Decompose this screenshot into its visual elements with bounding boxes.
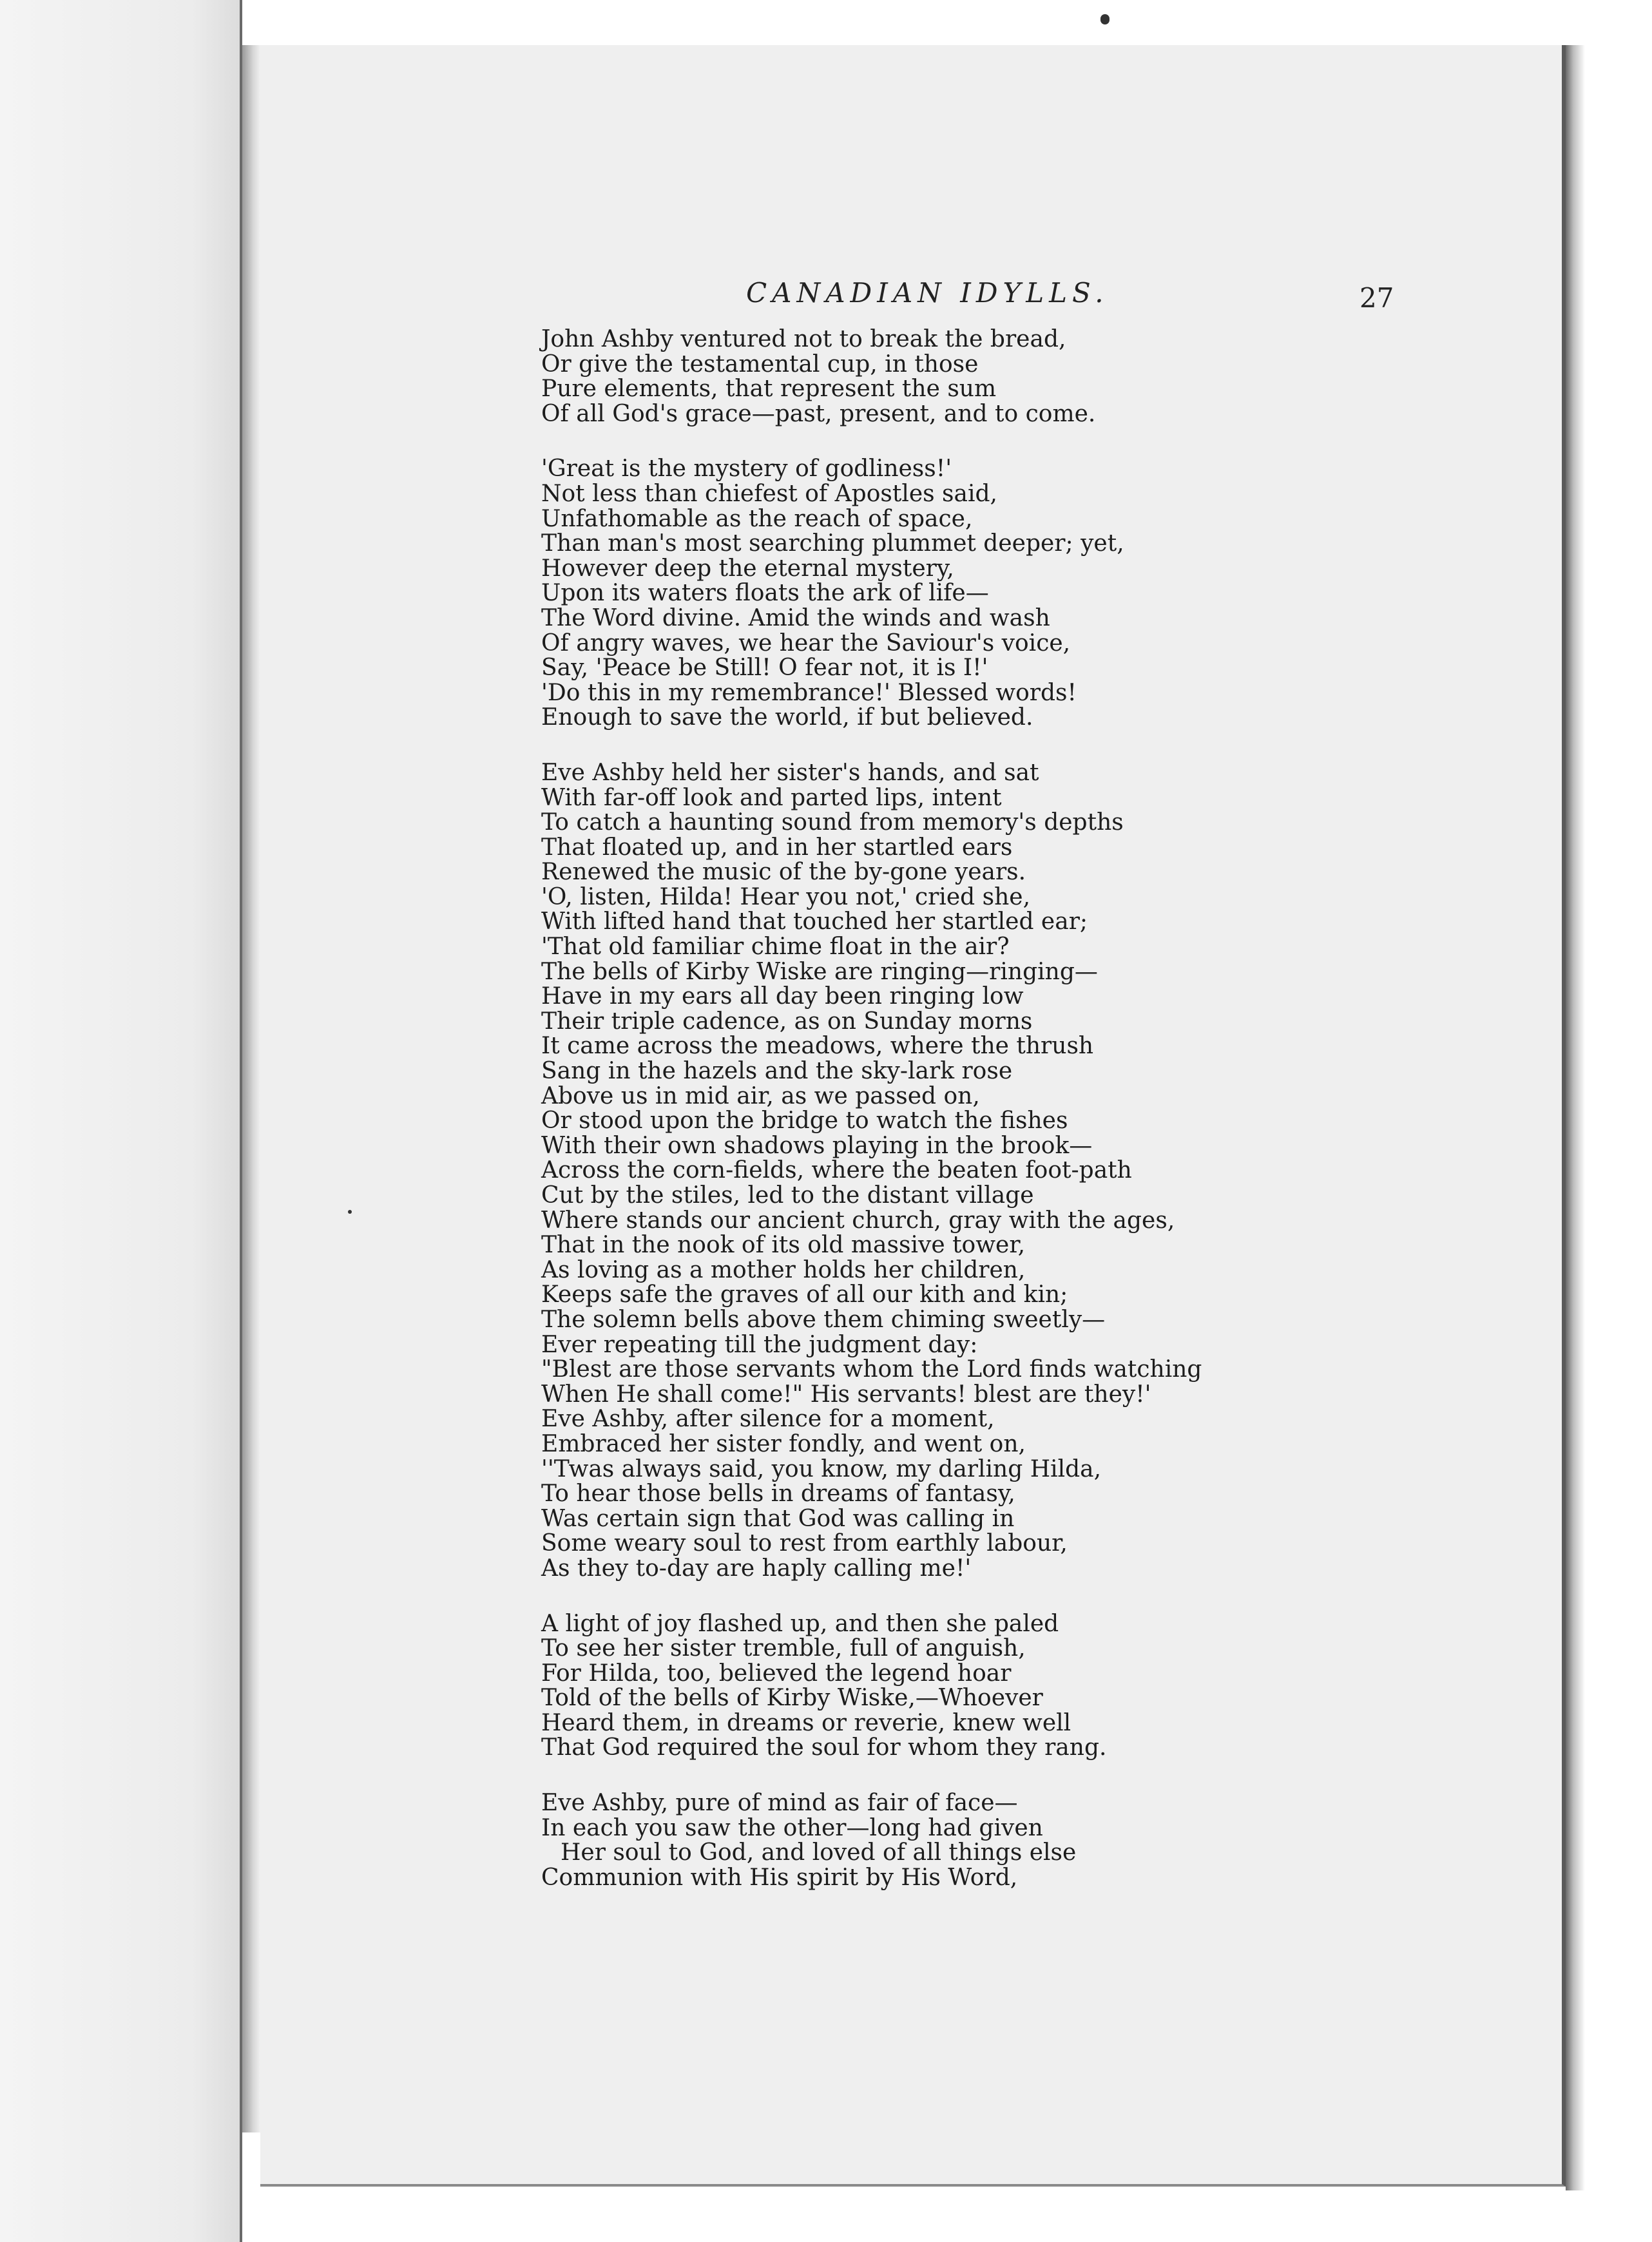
poem-line: That in the nook of its old massive tower, bbox=[541, 1232, 1026, 1259]
poem-line: That floated up, and in her startled ears bbox=[541, 834, 1013, 861]
poem-line: Where stands our ancient church, gray with the ages, bbox=[541, 1207, 1175, 1234]
poem-line: With their own shadows playing in the brook— bbox=[541, 1132, 1093, 1159]
poem-line: 'Great is the mystery of godliness!' bbox=[541, 455, 952, 483]
poem-line: The Word divine. Amid the winds and wash bbox=[541, 604, 1050, 631]
poem-line: Sang in the hazels and the sky-lark rose bbox=[541, 1058, 1013, 1085]
poem-line: It came across the meadows, where the thrush bbox=[541, 1033, 1094, 1060]
poem-line: Their triple cadence, as on Sunday morns bbox=[541, 1008, 1033, 1035]
poem-line: Cut by the stiles, led to the distant village bbox=[541, 1182, 1034, 1209]
poem-line: Eve Ashby held her sister's hands, and sat bbox=[541, 759, 1039, 786]
poem-line: Told of the bells of Kirby Wiske,—Whoever bbox=[541, 1685, 1043, 1712]
page-number: 27 bbox=[1359, 282, 1394, 314]
poem-line: Heard them, in dreams or reverie, knew well bbox=[541, 1709, 1071, 1736]
stanza bbox=[541, 457, 1340, 731]
poem-line: Renewed the music of the by-gone years. bbox=[541, 859, 1026, 886]
poem-line: Than man's most searching plummet deeper; yet, bbox=[541, 530, 1124, 557]
poem-line: Enough to save the world, if but believed. bbox=[541, 704, 1033, 731]
poem-line: Of all God's grace—past, present, and to come. bbox=[541, 400, 1096, 427]
poem-line: Across the corn-fields, where the beaten foot-path bbox=[541, 1157, 1132, 1184]
poem-line: When He shall come!" His servants! blest are they!' bbox=[541, 1381, 1151, 1408]
poem-line: As loving as a mother holds her children, bbox=[541, 1256, 1026, 1283]
poem-line: To hear those bells in dreams of fantasy, bbox=[541, 1480, 1015, 1508]
poem-line: Was certain sign that God was calling in bbox=[541, 1505, 1015, 1532]
poem-line: Have in my ears all day been ringing low bbox=[541, 983, 1024, 1010]
stanza bbox=[541, 1612, 1340, 1761]
poem-line: With lifted hand that touched her startled ear; bbox=[541, 908, 1088, 935]
poem-line: To catch a haunting sound from memory's depths bbox=[541, 809, 1124, 836]
poem-line: For Hilda, too, believed the legend hoar bbox=[541, 1660, 1012, 1687]
poem-line: Or give the testamental cup, in those bbox=[541, 350, 979, 378]
running-title: CANADIAN IDYLLS. bbox=[746, 277, 1109, 309]
stanza bbox=[541, 327, 1340, 426]
poem-line: Unfathomable as the reach of space, bbox=[541, 505, 973, 532]
poem-line: "Blest are those servants whom the Lord finds watching bbox=[541, 1356, 1202, 1383]
poem-line: The solemn bells above them chiming sweetly— bbox=[541, 1306, 1106, 1333]
poem-line: That God required the soul for whom they rang. bbox=[541, 1734, 1107, 1761]
poem-line: Say, 'Peace be Still! O fear not, it is I!' bbox=[541, 655, 988, 682]
scan-speck bbox=[1100, 14, 1109, 24]
poem-line: John Ashby ventured not to break the bread, bbox=[541, 326, 1066, 352]
poem-line: Or stood upon the bridge to watch the fishes bbox=[541, 1107, 1068, 1135]
poem-line: Pure elements, that represent the sum bbox=[541, 376, 997, 403]
poem-line: Some weary soul to rest from earthly labour, bbox=[541, 1530, 1068, 1557]
stanza bbox=[541, 1791, 1340, 1890]
poem-line: Of angry waves, we hear the Saviour's voice, bbox=[541, 629, 1071, 656]
page-edge-right bbox=[1566, 45, 1585, 2190]
poem-line: Upon its waters floats the ark of life— bbox=[541, 580, 989, 607]
poem-line: Her soul to God, and loved of all things else bbox=[561, 1839, 1077, 1866]
scan-speck bbox=[348, 1210, 352, 1214]
poem-line: The bells of Kirby Wiske are ringing—ringing— bbox=[541, 958, 1098, 985]
poem-line: As they to-day are haply calling me!' bbox=[541, 1555, 972, 1582]
poem-line: However deep the eternal mystery, bbox=[541, 555, 954, 582]
stanza bbox=[541, 761, 1340, 1582]
poem-line: Ever repeating till the judgment day: bbox=[541, 1331, 978, 1358]
poem-line: To see her sister tremble, full of anguish, bbox=[541, 1635, 1026, 1662]
poem-line: In each you saw the other—long had given bbox=[541, 1814, 1043, 1841]
poem-line: Above us in mid air, as we passed on, bbox=[541, 1082, 980, 1109]
poem-line: Eve Ashby, after silence for a moment, bbox=[541, 1406, 995, 1433]
gutter-shadow bbox=[242, 45, 260, 2132]
poem-line: Eve Ashby, pure of mind as fair of face— bbox=[541, 1790, 1018, 1817]
poem-line: Communion with His spirit by His Word, bbox=[541, 1864, 1018, 1891]
poem-text bbox=[541, 327, 1340, 1921]
poem-line: ''Twas always said, you know, my darling Hilda, bbox=[541, 1455, 1102, 1482]
previous-page-edge bbox=[0, 0, 242, 2242]
poem-line: 'O, listen, Hilda! Hear you not,' cried she, bbox=[541, 883, 1031, 910]
poem-line: Embraced her sister fondly, and went on, bbox=[541, 1430, 1026, 1457]
poem-line: Keeps safe the graves of all our kith and kin; bbox=[541, 1281, 1068, 1308]
poem-line: With far-off look and parted lips, intent bbox=[541, 784, 1002, 811]
poem-line: 'That old familiar chime float in the air? bbox=[541, 934, 1010, 961]
poem-line: 'Do this in my remembrance!' Blessed words! bbox=[541, 679, 1077, 706]
poem-line: A light of joy flashed up, and then she paled bbox=[541, 1610, 1059, 1637]
poem-line: Not less than chiefest of Apostles said, bbox=[541, 480, 997, 507]
